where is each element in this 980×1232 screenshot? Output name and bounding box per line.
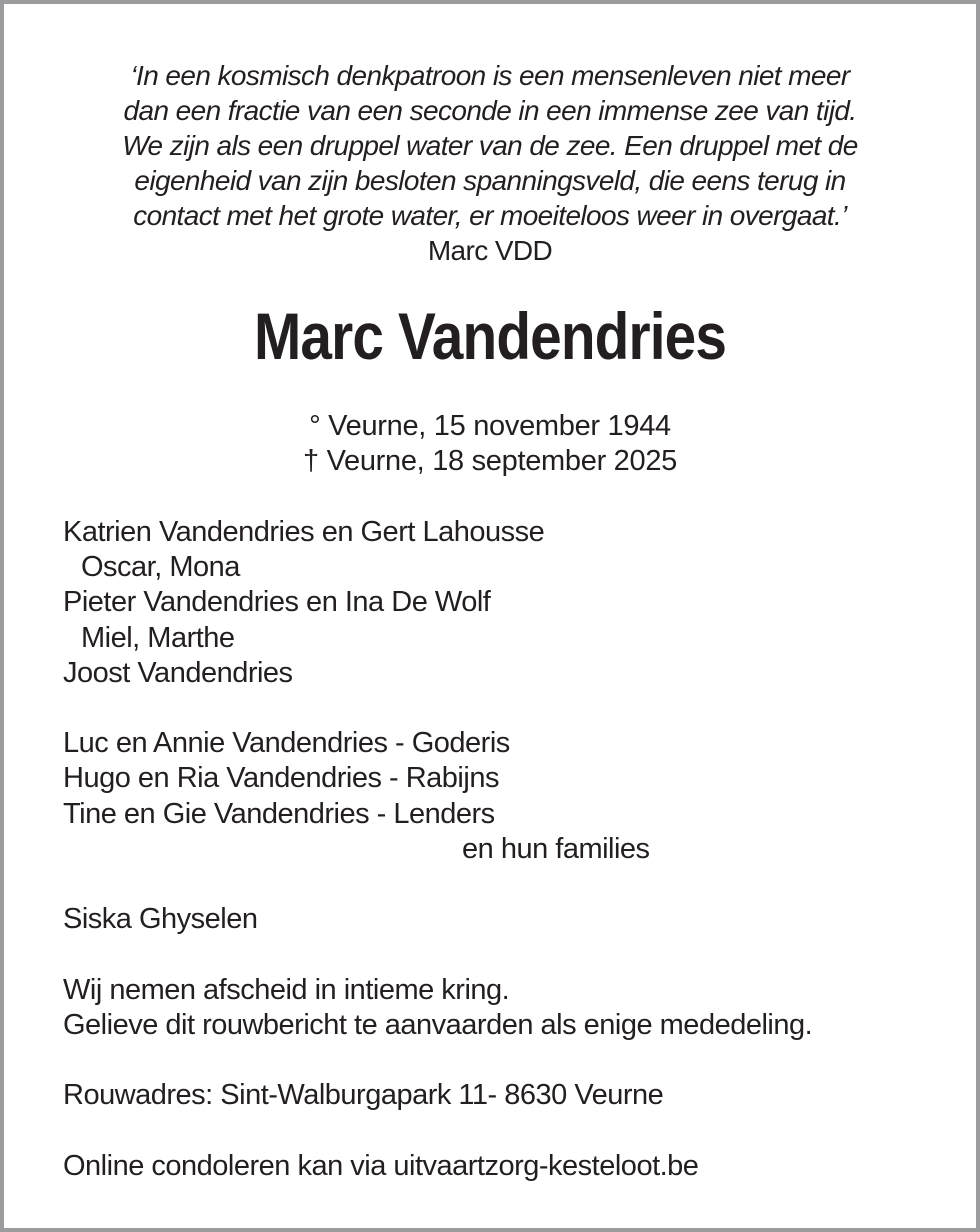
quote-author: Marc VDD xyxy=(427,235,553,266)
spacer xyxy=(63,1043,936,1078)
child-name: Pieter Vandendries en Ina De Wolf xyxy=(63,586,491,619)
quote-line: We zijn als een druppel water van de zee. Een druppel met de xyxy=(122,130,858,161)
and-families-text: en hun families xyxy=(462,832,650,865)
death-date: † Veurne, 18 september 2025 xyxy=(302,445,677,477)
quote-line: dan een fractie van een seconde in een immense zee van tijd. xyxy=(123,95,857,126)
notice-intimate: Wij nemen afscheid in intieme kring. xyxy=(63,973,510,1006)
life-dates xyxy=(4,409,976,479)
mourning-address: Rouwadres: Sint-Walburgapark 11- 8630 Veurne xyxy=(63,1079,664,1112)
child-name: Katrien Vandendries en Gert Lahousse xyxy=(63,516,545,548)
sibling-name: Luc en Annie Vandendries - Goderis xyxy=(63,727,510,760)
sibling-name: Hugo en Ria Vandendries - Rabijns xyxy=(63,762,499,795)
birth-date: ° Veurne, 15 november 1944 xyxy=(309,410,671,442)
child-name: Joost Vandendries xyxy=(63,656,293,689)
partner-name: Siska Ghyselen xyxy=(63,903,258,936)
memorial-quote xyxy=(8,58,972,233)
sibling-name: Tine en Gie Vandendries - Lenders xyxy=(63,797,495,830)
quote-line: ‘In een kosmisch denkpatroon is een mensenleven niet meer xyxy=(130,60,850,91)
grandchildren-names: Miel, Marthe xyxy=(81,621,235,654)
grandchildren-names: Oscar, Mona xyxy=(81,551,240,584)
spacer xyxy=(63,1113,936,1148)
online-condolence: Online condoleren kan via uitvaartzorg-kesteloot.be xyxy=(63,1149,699,1182)
notice-only-announcement: Gelieve dit rouwbericht te aanvaarden als enige mededeling. xyxy=(63,1008,813,1041)
spacer xyxy=(63,691,936,726)
spacer xyxy=(63,937,936,972)
spacer xyxy=(63,867,936,902)
quote-line: contact met het grote water, er moeiteloos weer in overgaat.’ xyxy=(133,200,847,231)
deceased-name: Marc Vandendries xyxy=(253,299,727,373)
quote-line: eigenheid van zijn besloten spanningsveld, die eens terug in xyxy=(134,165,846,196)
obituary-body xyxy=(63,515,936,1184)
